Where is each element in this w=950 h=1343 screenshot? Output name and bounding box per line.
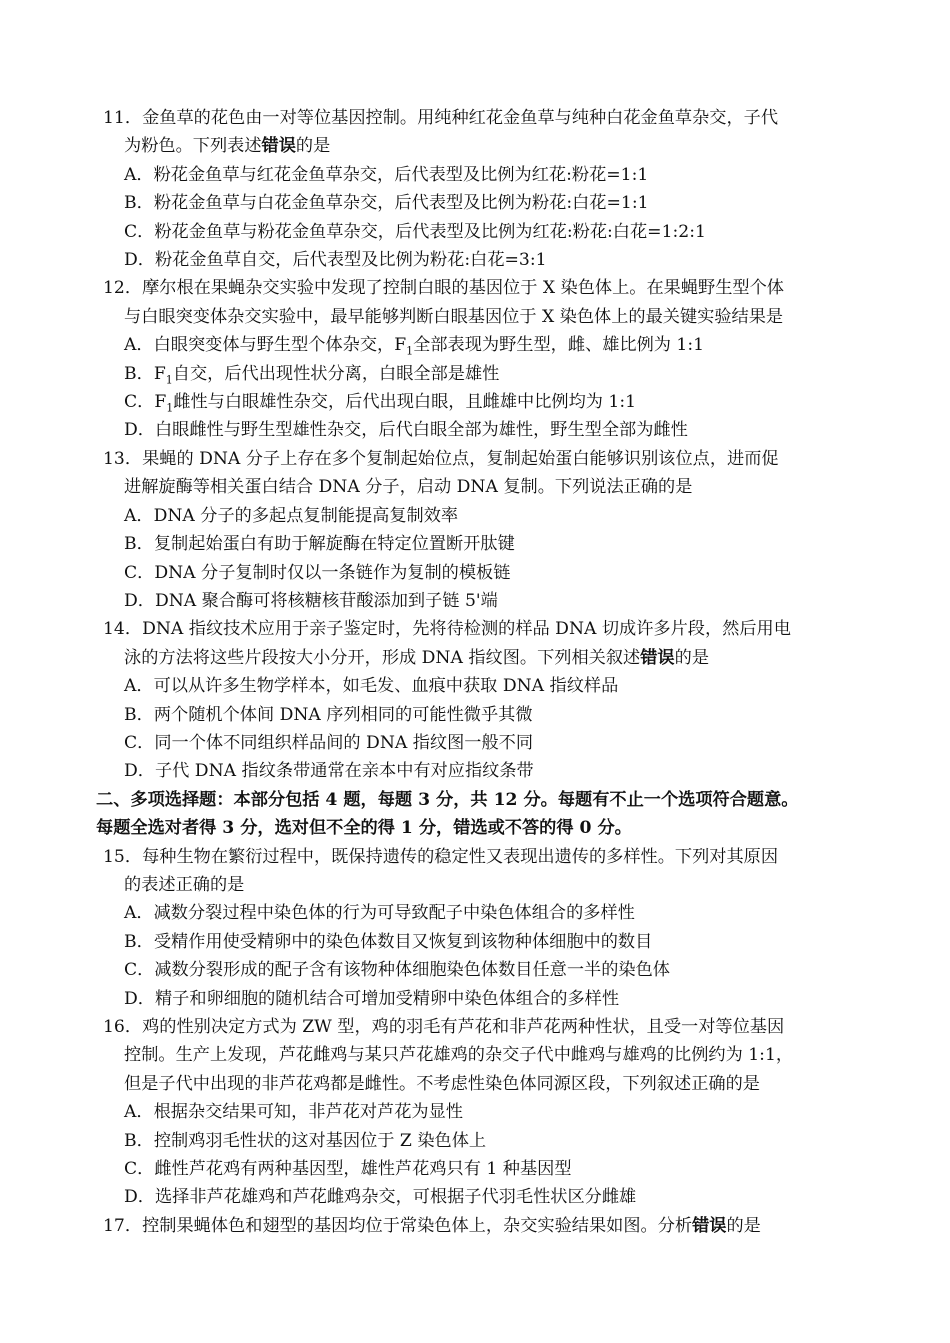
question-text-continued: 但是子代中出现的非芦花鸡都是雌性。不考虑性染色体同源区段，下列叙述正确的是 bbox=[124, 1073, 760, 1094]
question-text: 每种生物在繁衍过程中，既保持遗传的稳定性又表现出遗传的多样性。下列对其原因 bbox=[142, 846, 779, 867]
option-b: B．$F_1$自交，后代出现性状分离，白眼全部是雄性 bbox=[124, 363, 500, 387]
option-c: C．雌性芦花鸡有两种基因型，雄性芦花鸡只有 1 种基因型 bbox=[124, 1159, 572, 1180]
option-c: C．减数分裂形成的配子含有该物种体细胞染色体数目任意一半的染色体 bbox=[124, 960, 670, 981]
option-c: C．粉花金鱼草与粉花金鱼草杂交，后代表型及比例为红花:粉花:白花=1:2:1 bbox=[124, 221, 706, 242]
option-a: A．粉花金鱼草与红花金鱼草杂交，后代表型及比例为红花:粉花=1:1 bbox=[124, 164, 649, 185]
question-number: 16． bbox=[103, 1017, 143, 1037]
question-text-continued: 的表述正确的是 bbox=[124, 874, 245, 895]
question-12-stem bbox=[103, 274, 863, 331]
question-text-continued: 进解旋酶等相关蛋白结合 DNA 分子，启动 DNA 复制。下列说法正确的是 bbox=[124, 477, 693, 498]
question-16-stem bbox=[103, 1013, 863, 1098]
question-17-stem: 17．控制果蝇体色和翅型的基因均位于常染色体上，杂交实验结果如图。分析错误的是 bbox=[103, 1215, 761, 1236]
question-number: 15． bbox=[103, 846, 143, 867]
option-d: D．DNA 聚合酶可将核糖核苷酸添加到子链 5'端 bbox=[124, 590, 498, 611]
question-text-continued: 与白眼突变体杂交实验中，最早能够判断白眼基因位于 X 染色体上的最关键实验结果是 bbox=[124, 306, 784, 327]
option-a: A．根据杂交结果可知，非芦花对芦花为显性 bbox=[124, 1102, 463, 1123]
option-a: A．白眼突变体与野生型个体杂交，$F_1$全部表现为野生型，雌、雄比例为 1:1 bbox=[124, 335, 705, 358]
option-b: B．复制起始蛋白有助于解旋酶在特定位置断开肽键 bbox=[124, 534, 515, 555]
question-15-stem bbox=[103, 843, 863, 900]
question-text: DNA 指纹技术应用于亲子鉴定时，先将待检测的样品 DNA 切成许多片段，然后用电 bbox=[142, 619, 791, 640]
option-d: D．白眼雌性与野生型雄性杂交，后代白眼全部为雄性，野生型全部为雌性 bbox=[124, 420, 688, 441]
option-a: A．减数分裂过程中染色体的行为可导致配子中染色体组合的多样性 bbox=[124, 903, 635, 924]
question-13-stem bbox=[103, 445, 863, 502]
option-d: D．子代 DNA 指纹条带通常在亲本中有对应指纹条带 bbox=[124, 761, 534, 782]
option-c: C．DNA 分子复制时仅以一条链作为复制的模板链 bbox=[124, 562, 511, 583]
option-c: C．同一个体不同组织样品间的 DNA 指纹图一般不同 bbox=[124, 732, 534, 753]
question-14-stem bbox=[103, 615, 863, 672]
question-number: 13． bbox=[103, 448, 143, 469]
question-number: 11． bbox=[103, 108, 143, 128]
option-b: B．粉花金鱼草与白花金鱼草杂交，后代表型及比例为粉花:白花=1:1 bbox=[124, 193, 649, 214]
section-heading: 二、多项选择题：本部分包括 4 题，每题 3 分，共 12 分。每题有不止一个选项符合题意。 bbox=[96, 789, 799, 810]
option-c: C．$F_1$雌性与白眼雄性杂交，后代出现白眼，且雌雄中比例均为 1:1 bbox=[124, 392, 637, 415]
question-text: 果蝇的 DNA 分子上存在多个复制起始位点，复制起始蛋白能够识别该位点，进而促 bbox=[142, 448, 779, 469]
question-number: 14． bbox=[103, 619, 143, 640]
emphasis-text: 错误 bbox=[692, 1215, 727, 1236]
question-text: 摩尔根在果蝇杂交实验中发现了控制白眼的基因位于 X 染色体上。在果蝇野生型个体 bbox=[142, 278, 784, 299]
emphasis-text: 错误 bbox=[640, 647, 675, 668]
question-text-continued: 为粉色。下列表述错误的是 bbox=[124, 136, 331, 157]
question-number: 12． bbox=[103, 278, 143, 299]
option-d: D．粉花金鱼草自交，后代表型及比例为粉花:白花=3:1 bbox=[124, 250, 547, 271]
question-text: 控制果蝇体色和翅型的基因均位于常染色体上，杂交实验结果如图。分析 bbox=[142, 1215, 693, 1236]
option-b: B．两个随机个体间 DNA 序列相同的可能性微乎其微 bbox=[124, 704, 533, 725]
emphasis-text: 错误 bbox=[261, 136, 296, 157]
option-b: B．控制鸡羽毛性状的这对基因位于 Z 染色体上 bbox=[124, 1130, 487, 1151]
option-a: A．DNA 分子的多起点复制能提高复制效率 bbox=[124, 505, 459, 526]
option-b: B．受精作用使受精卵中的染色体数目又恢复到该物种体细胞中的数目 bbox=[124, 931, 653, 952]
question-text: 金鱼草的花色由一对等位基因控制。用纯种红花金鱼草与纯种白花金鱼草杂交，子代 bbox=[142, 108, 779, 128]
option-d: D．精子和卵细胞的随机结合可增加受精卵中染色体组合的多样性 bbox=[124, 988, 620, 1009]
exam-content bbox=[96, 104, 863, 1240]
section-instructions: 每题全选对者得 3 分，选对但不全的得 1 分，错选或不答的得 0 分。 bbox=[96, 818, 632, 839]
option-a: A．可以从许多生物学样本，如毛发、血痕中获取 DNA 指纹样品 bbox=[124, 676, 619, 697]
option-d: D．选择非芦花雄鸡和芦花雌鸡杂交，可根据子代羽毛性状区分雌雄 bbox=[124, 1187, 637, 1208]
question-number: 17． bbox=[103, 1215, 143, 1236]
question-text-continued: 泳的方法将这些片段按大小分开，形成 DNA 指纹图。下列相关叙述错误的是 bbox=[124, 647, 710, 668]
question-text: 鸡的性别决定方式为 ZW 型，鸡的羽毛有芦花和非芦花两种性状，且受一对等位基因 bbox=[142, 1017, 785, 1037]
question-11-stem bbox=[103, 104, 863, 161]
question-text-continued: 控制。生产上发现，芦花雌鸡与某只芦花雄鸡的杂交子代中雌鸡与雄鸡的比例约为 1:1， bbox=[124, 1045, 794, 1066]
